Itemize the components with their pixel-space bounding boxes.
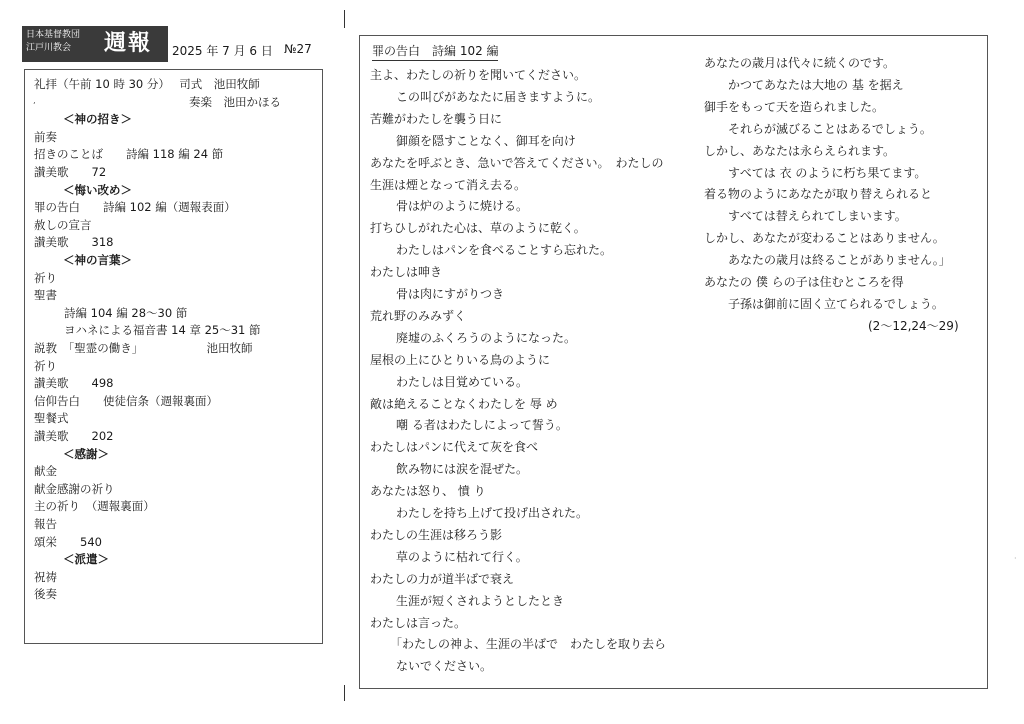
psalm-line: わたしは目覚めている。: [396, 374, 529, 389]
psalm-line: わたしは呻き: [370, 265, 443, 280]
service-item: 後奏: [34, 587, 57, 602]
psalm-line: しかし、あなたが変わることはありません。: [704, 231, 945, 246]
fold-mark-bottom: [344, 685, 345, 701]
psalm-line: わたしはパンを食べることすら忘れた。: [396, 243, 613, 258]
psalm-line: 生涯は煙となって消え去る。: [370, 177, 527, 192]
psalm-line: あなたの 僕 らの子は住むところを得: [704, 275, 904, 289]
psalm-line: すべては 衣 のように朽ち果てます。: [728, 165, 927, 180]
psalm-line: 着る物のようにあなたが取り替えられると: [704, 187, 933, 202]
service-item: 頌栄 540: [34, 534, 102, 549]
service-section-heading: ＜神の言葉＞: [63, 253, 132, 267]
service-item: ヨハネによる福音書 14 章 25～31 節: [64, 323, 261, 338]
service-item: 讃美歌 202: [34, 429, 114, 443]
service-item: 前奏: [34, 129, 57, 144]
service-item: 献金: [34, 464, 57, 479]
service-item: 献金感謝の祈り: [34, 481, 115, 496]
psalm-line: 嘲 る者はわたしによって誓う。: [396, 418, 568, 433]
service-section-heading: ＜神の招き＞: [63, 112, 132, 127]
service-item: 罪の告白 詩編 102 編（週報表面）: [34, 200, 236, 215]
psalm-line: あなたの歳月は代々に続くのです。: [704, 56, 896, 70]
psalm-line: 苦難がわたしを襲う日に: [370, 111, 503, 126]
confession-psalm-panel: [359, 35, 988, 689]
service-item: 祈り: [34, 270, 57, 285]
psalm-reference: (2～12,24～29): [868, 318, 959, 333]
issue-number: №27: [284, 42, 312, 56]
service-item: 信仰告白 使徒信条（週報裏面）: [34, 393, 218, 408]
psalm-line: わたしは言った。: [370, 615, 467, 630]
psalm-line: あなたは怒り、 憤 り: [370, 484, 486, 499]
service-item: 奏楽 池田かほる: [189, 94, 281, 109]
service-section-heading: ＜悔い改め＞: [63, 182, 132, 197]
bulletin-title: 週報: [104, 31, 153, 56]
scan-speck: ·: [1014, 554, 1017, 563]
service-item: 詩編 104 編 28～30 節: [64, 305, 188, 320]
psalm-line: すべては替えられてしまいます。: [728, 209, 907, 224]
psalm-line: それらが滅びることはあるでしょう。: [728, 121, 932, 136]
service-item: 招きのことば 詩編 118 編 24 節: [34, 147, 224, 162]
service-item: 礼拝（午前 10 時 30 分） 司式 池田牧師: [34, 77, 260, 91]
psalm-line: あなたの歳月は終ることがありません。」: [728, 253, 951, 268]
church-name-line1: 日本基督教団: [26, 30, 81, 40]
psalm-line: 主よ、わたしの祈りを聞いてください。: [370, 68, 587, 82]
psalm-line: わたしはパンに代えて灰を食べ: [370, 440, 539, 455]
service-section-heading: ＜派遣＞: [63, 552, 109, 567]
psalm-line: わたしの力が道半ばで衰え: [370, 571, 515, 586]
psalm-line: 打ちひしがれた心は、草のように乾く。: [370, 221, 586, 236]
psalm-line: わたしの生涯は移ろう影: [370, 527, 503, 542]
service-item: 聖餐式: [34, 411, 69, 426]
psalm-line: 骨は肉にすがりつき: [396, 287, 505, 301]
psalm-line: 「わたしの神よ、生涯の半ばで わたしを取り去ら: [390, 637, 667, 652]
psalm-line: 生涯が短くされようとしたとき: [396, 593, 565, 608]
psalm-line: あなたを呼ぶとき、急いで答えてください。 わたしの: [370, 155, 664, 170]
service-item: 説教 「聖霊の働き」 池田牧師: [34, 341, 253, 355]
psalm-line: 廃墟のふくろうのようになった。: [396, 330, 577, 345]
psalm-line: 敵は絶えることなくわたしを 辱 め: [370, 396, 558, 411]
psalm-line: 御顔を隠すことなく、御耳を向け: [396, 133, 576, 148]
psalm-line: 子孫は御前に固く立てられるでしょう。: [728, 296, 944, 311]
order-of-service-panel: [24, 69, 323, 644]
psalm-title: 罪の告白 詩編 102 編: [372, 44, 499, 58]
psalm-line: わたしを持ち上げて投げ出された。: [396, 506, 589, 520]
fold-mark-top: [344, 10, 345, 28]
bulletin-date: 2025 年 7 月 6 日: [172, 44, 273, 58]
psalm-line: 屋根の上にひとりいる鳥のように: [370, 352, 551, 367]
service-section-heading: ＜感謝＞: [63, 446, 109, 461]
church-name-line2: 江戸川教会: [26, 43, 72, 53]
psalm-line: 骨は炉のように焼ける。: [396, 199, 529, 214]
service-item: 主の祈り （週報裏面）: [34, 499, 155, 514]
psalm-line: 草のように枯れて行く。: [396, 549, 528, 564]
psalm-line: ないでください。: [396, 659, 493, 674]
service-item: 聖書: [34, 288, 57, 303]
psalm-line: 御手をもって天を造られました。: [704, 99, 885, 114]
stray-mark: ‚: [33, 96, 36, 105]
service-item: 祝祷: [34, 569, 57, 584]
service-item: 赦しの宣言: [34, 217, 92, 232]
service-item: 讃美歌 72: [34, 165, 107, 179]
psalm-line: 荒れ野のみみずく: [370, 308, 467, 323]
service-item: 讃美歌 318: [34, 235, 114, 250]
service-item: 讃美歌 498: [34, 376, 114, 391]
psalm-line: しかし、あなたは永らえられます。: [704, 143, 896, 158]
church-logo: [22, 26, 168, 62]
psalm-line: この叫びがあなたに届きますように。: [396, 89, 601, 104]
service-item: 祈り: [34, 358, 57, 373]
psalm-line: かつてあなたは大地の 基 を据え: [728, 77, 904, 92]
psalm-title-underline: [372, 60, 498, 61]
service-item: 報告: [34, 517, 57, 531]
psalm-line: 飲み物には涙を混ぜた。: [396, 462, 529, 477]
